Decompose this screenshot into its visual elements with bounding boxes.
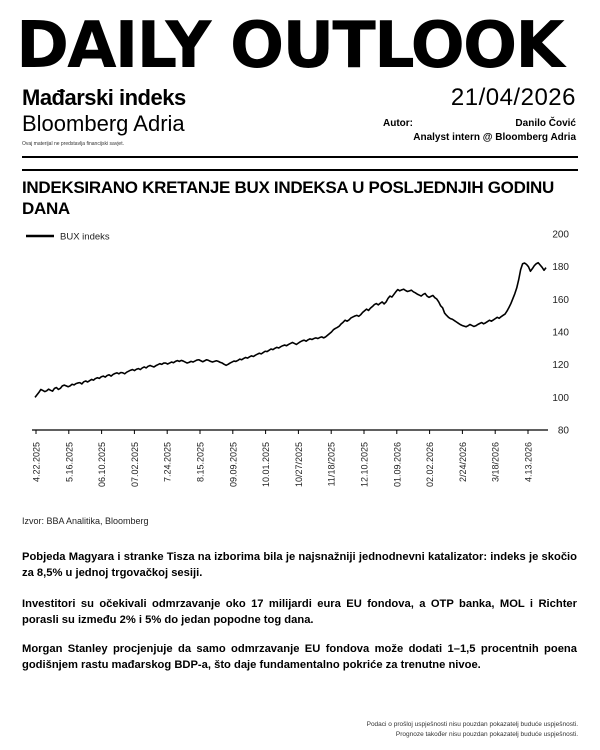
x-tick-label: 5.16.2025 [64, 442, 75, 483]
series-line-bux [35, 263, 546, 398]
x-tick-label: 09.09.2025 [228, 442, 239, 488]
brand-name: Bloomberg Adria [22, 111, 185, 136]
x-tick-label: 01.09.2026 [392, 442, 403, 488]
x-tick-label: 02.02.2026 [425, 442, 436, 488]
masthead-title: DAILY OUTLOOK [16, 9, 563, 83]
chart-source: Izvor: BBA Analitika, Bloomberg [22, 516, 149, 526]
legend-label: BUX indeks [60, 231, 110, 243]
x-tick-label: 07.02.2025 [129, 442, 140, 488]
y-tick-label: 160 [552, 294, 569, 306]
paragraph-eu-funds: Investitori su očekivali odmrzavanje oko 17 milijardi eura EU fondova, a OTP banka, MOL i Richter porasli su između 2% i 5% do jedan popodne tog dana. [22, 598, 577, 626]
x-tick-label: 10/27/2025 [293, 442, 304, 488]
x-tick-label: 4.13.2026 [523, 442, 534, 483]
author-role: Analyst intern @ Bloomberg Adria [413, 132, 576, 143]
y-tick-label: 120 [552, 360, 569, 372]
report-date: 21/04/2026 [450, 84, 576, 111]
chart-title: INDEKSIRANO KRETANJE BUX INDEKSA U POSLJEDNJIH GODINU DANA [22, 178, 554, 218]
paragraph-election-catalyst: Pobjeda Magyara i stranke Tisza na izborima bila je najsnažniji jednodnevni katalizator: indeks je skočio za 8,5% u jednoj trgovačkoj sesiji. [22, 551, 577, 579]
y-tick-label: 180 [552, 262, 569, 274]
x-tick-label: 10.01.2025 [261, 442, 272, 488]
author-label: Autor: [383, 118, 413, 129]
y-tick-label: 80 [557, 425, 569, 437]
paragraph-morgan-stanley: Morgan Stanley procjenjuje da samo odmrzavanje EU fondova može dodati 1–1,5 procentnih poena godišnjem rastu mađarskog BDP-a, što daje fundamentalno pokriće za trenutne nivoe. [22, 643, 577, 671]
author-name: Danilo Čović [515, 118, 576, 129]
x-tick-label: 2/24/2026 [457, 442, 468, 483]
x-tick-label: 3/18/2026 [490, 442, 501, 483]
y-tick-label: 200 [552, 229, 569, 241]
x-tick-label: 7.24.2025 [162, 442, 173, 483]
footer-disclaimer-past: Podaci o prošlој uspješnosti nisu pouzdan pokazatelj buduće uspješnosti. [366, 721, 578, 728]
y-tick-label: 140 [552, 327, 569, 339]
x-tick-label: 12.10.2025 [359, 442, 370, 488]
x-tick-label: 4.22.2025 [31, 442, 42, 483]
footer-disclaimer-forecast: Prognoze također nisu pouzdan pokazatelj buduće uspješnosti. [395, 731, 578, 738]
x-tick-label: 11/18/2025 [326, 442, 337, 487]
y-tick-label: 100 [552, 392, 569, 404]
report-subtitle: Mađarski indeks [22, 85, 186, 110]
disclaimer-note: Ovaj materijal ne predstavlja financijski savjet. [22, 141, 124, 147]
x-tick-label: 06.10.2025 [97, 442, 108, 488]
x-tick-label: 8.15.2025 [195, 442, 206, 483]
